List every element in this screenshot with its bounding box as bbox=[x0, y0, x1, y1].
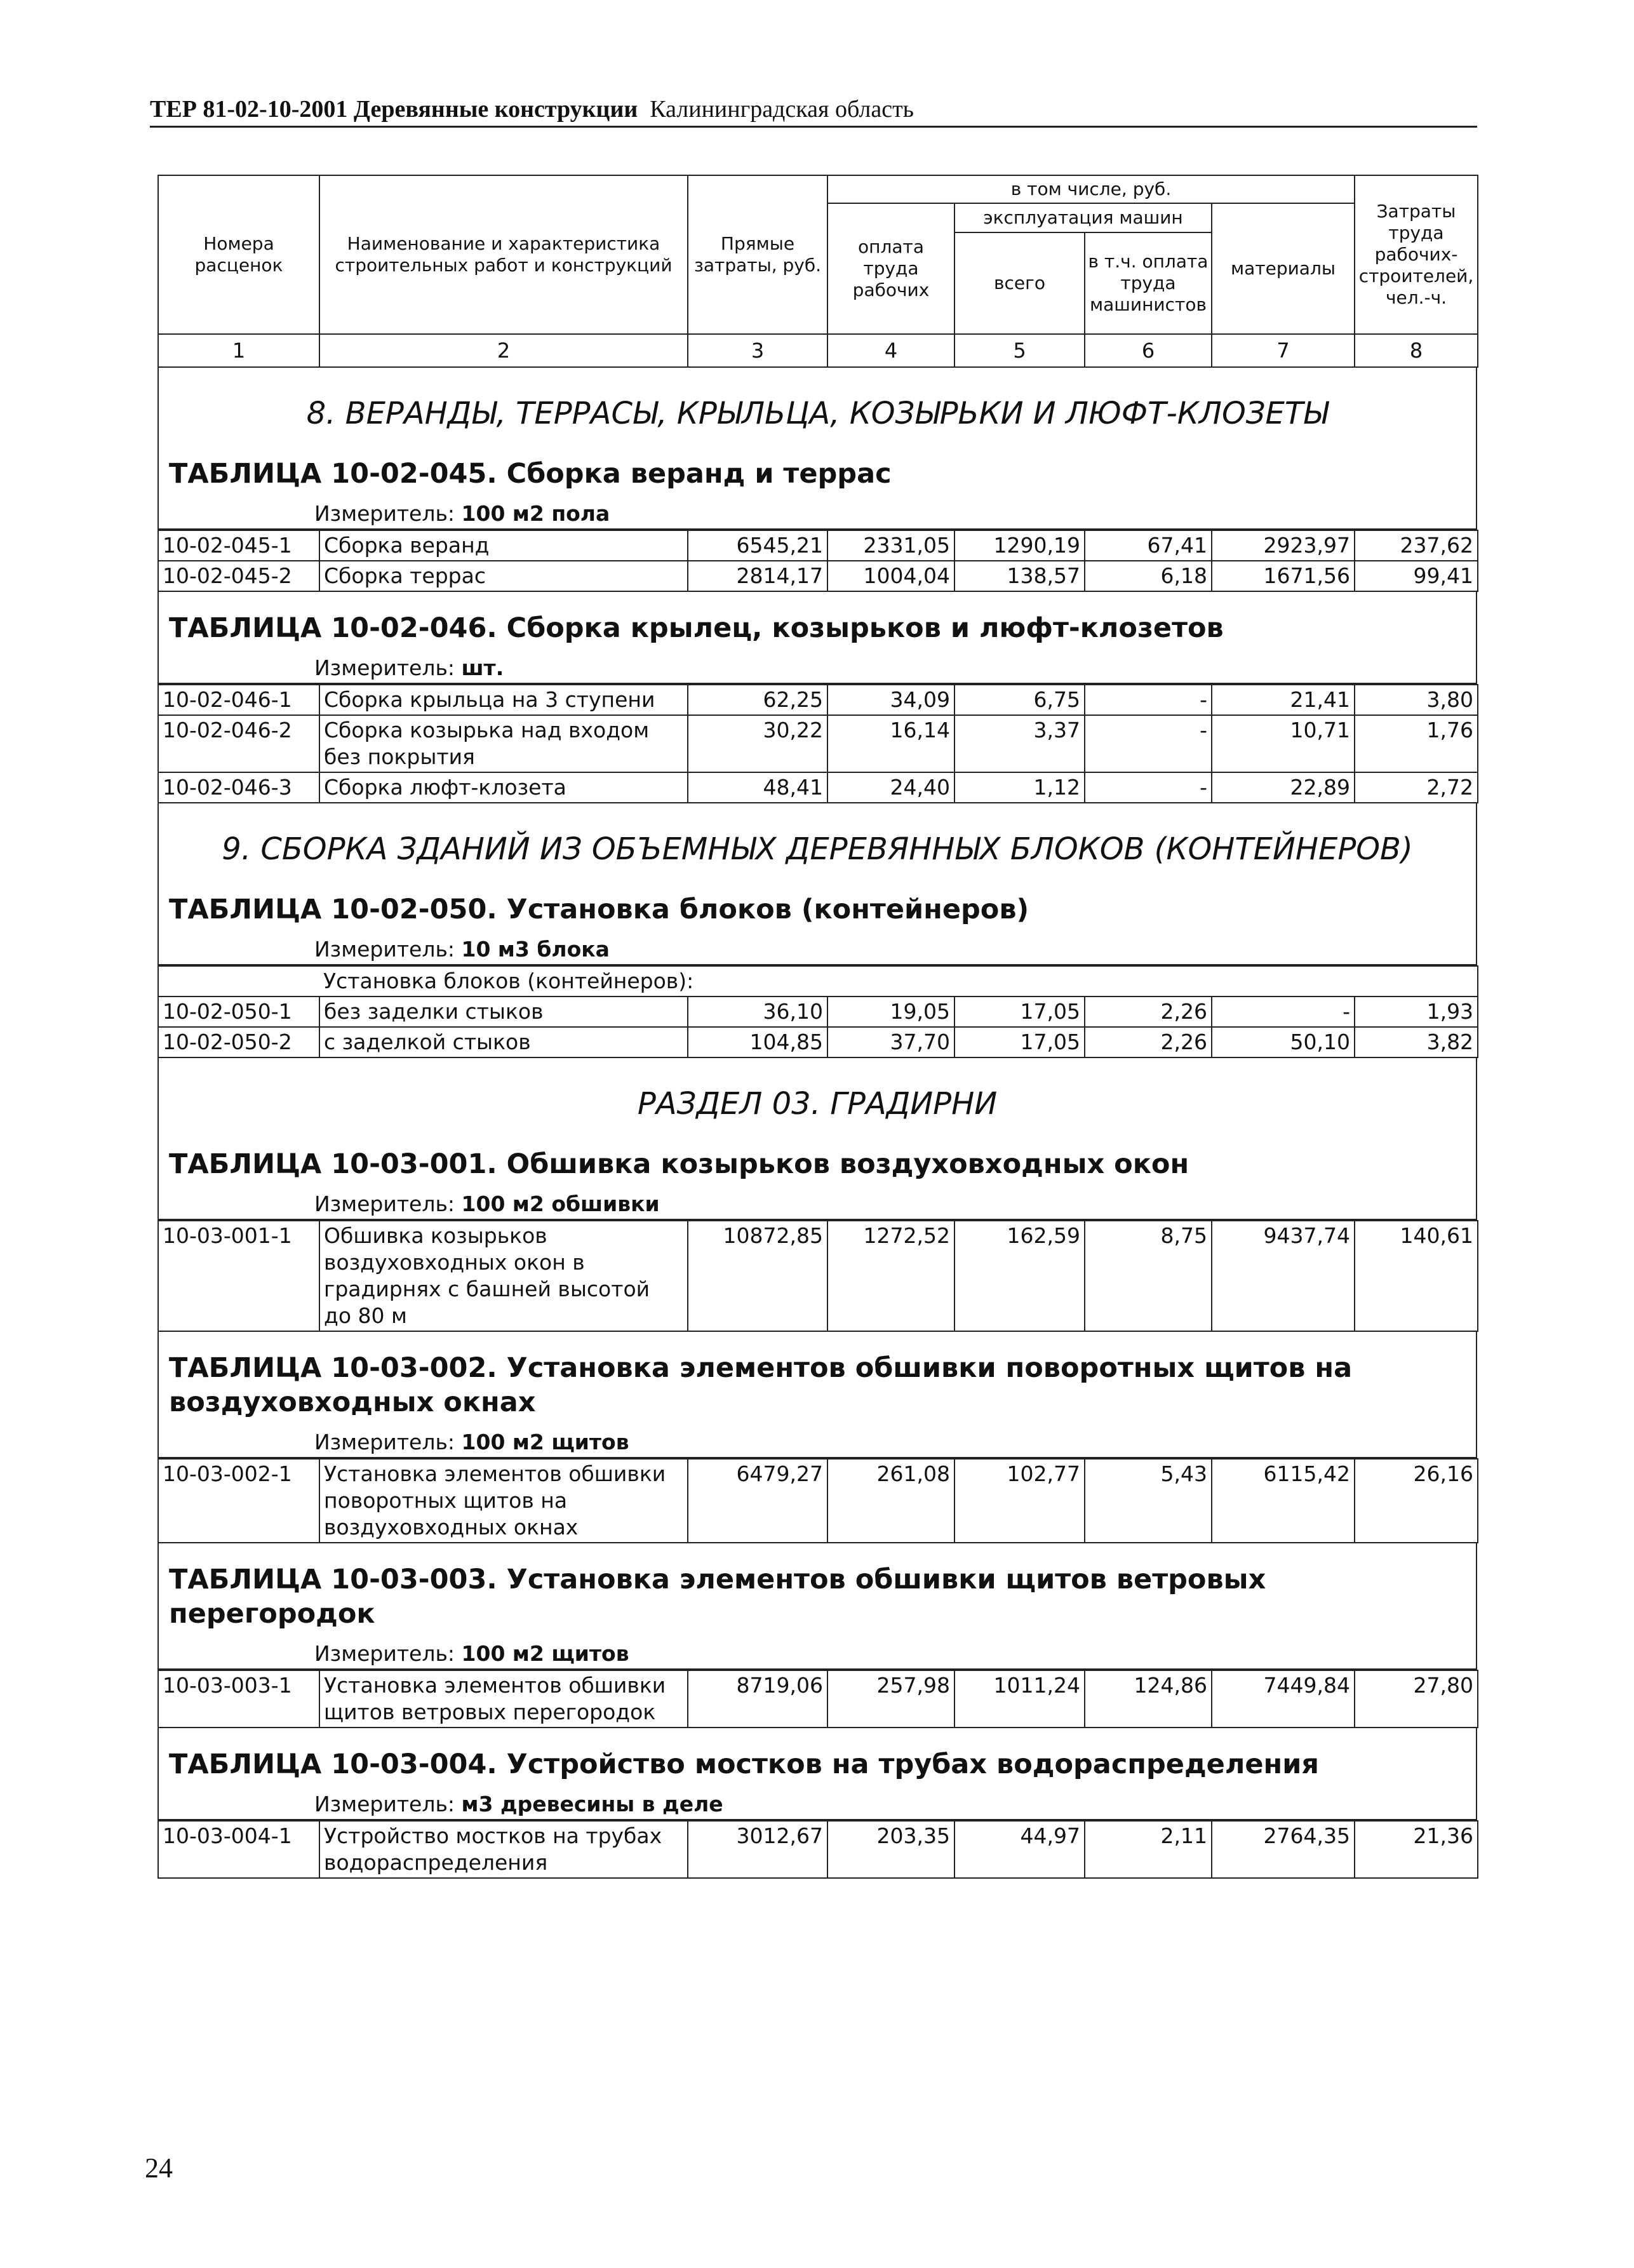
col-operators: в т.ч. оплата труда машинистов bbox=[1085, 232, 1212, 334]
table-10-03-003 bbox=[157, 1670, 1478, 1728]
materials: 2764,35 bbox=[1212, 1821, 1355, 1878]
table-row bbox=[158, 1670, 1478, 1728]
measure: Измеритель: 100 м2 обшивки bbox=[314, 1191, 660, 1216]
machines-total: 17,05 bbox=[954, 1027, 1085, 1057]
work-name: Обшивка козырьков воздуховходных окон в градирнях с башней высотой до 80 м bbox=[319, 1221, 688, 1331]
section-title: РАЗДЕЛ 03. ГРАДИРНИ bbox=[637, 1086, 998, 1122]
col-labor: Затраты труда рабочих-строителей, чел.-ч. bbox=[1355, 175, 1478, 334]
rate-code: 10-03-004-1 bbox=[158, 1821, 319, 1878]
table-title: ТАБЛИЦА 10-03-003. Установка элементов обшивки щитов ветровых перегородок bbox=[169, 1564, 1266, 1630]
operators-wages: 124,86 bbox=[1085, 1670, 1212, 1728]
machines-total: 1,12 bbox=[954, 772, 1085, 803]
labor-hours: 21,36 bbox=[1355, 1821, 1478, 1878]
labor-hours: 99,41 bbox=[1355, 561, 1478, 591]
materials: 21,41 bbox=[1212, 685, 1355, 715]
table-title: ТАБЛИЦА 10-03-004. Устройство мостков на трубах водораспределения bbox=[169, 1748, 1319, 1780]
col-direct: Прямые затраты, руб. bbox=[688, 175, 827, 334]
work-name: Установка элементов обшивки щитов ветровых перегородок bbox=[319, 1670, 688, 1728]
machines-total: 3,37 bbox=[954, 715, 1085, 772]
wages: 34,09 bbox=[827, 685, 954, 715]
rate-code: 10-03-002-1 bbox=[158, 1459, 319, 1543]
direct-cost: 2814,17 bbox=[688, 561, 827, 591]
measure: Измеритель: 100 м2 щитов bbox=[314, 1430, 629, 1454]
operators-wages: 5,43 bbox=[1085, 1459, 1212, 1543]
group-label: Установка блоков (контейнеров): bbox=[319, 966, 1478, 996]
wages: 24,40 bbox=[827, 772, 954, 803]
materials: 22,89 bbox=[1212, 772, 1355, 803]
colnum-8: 8 bbox=[1355, 334, 1478, 367]
operators-wages: - bbox=[1085, 715, 1212, 772]
machines-total: 44,97 bbox=[954, 1821, 1085, 1878]
direct-cost: 104,85 bbox=[688, 1027, 827, 1057]
work-name: Установка элементов обшивки поворотных щитов на воздуховходных окнах bbox=[319, 1459, 688, 1543]
labor-hours: 26,16 bbox=[1355, 1459, 1478, 1543]
wages: 1004,04 bbox=[827, 561, 954, 591]
table-row bbox=[158, 530, 1478, 561]
materials: 6115,42 bbox=[1212, 1459, 1355, 1543]
rate-code: 10-02-046-1 bbox=[158, 685, 319, 715]
table-row bbox=[158, 772, 1478, 803]
wages: 1272,52 bbox=[827, 1221, 954, 1331]
labor-hours: 2,72 bbox=[1355, 772, 1478, 803]
work-name: Устройство мостков на трубах водораспределения bbox=[319, 1821, 688, 1878]
direct-cost: 62,25 bbox=[688, 685, 827, 715]
materials: 10,71 bbox=[1212, 715, 1355, 772]
section-title: 8. ВЕРАНДЫ, ТЕРРАСЫ, КРЫЛЬЦА, КОЗЫРЬКИ И ЛЮФТ-КЛОЗЕТЫ bbox=[306, 396, 1329, 431]
wages: 2331,05 bbox=[827, 530, 954, 561]
table-title: ТАБЛИЦА 10-02-045. Сборка веранд и террас bbox=[169, 458, 892, 490]
work-name: Сборка люфт-клозета bbox=[319, 772, 688, 803]
work-name: Сборка крыльца на 3 ступени bbox=[319, 685, 688, 715]
labor-hours: 3,82 bbox=[1355, 1027, 1478, 1057]
table-row bbox=[158, 1821, 1478, 1878]
table-row bbox=[158, 561, 1478, 591]
rate-code: 10-03-001-1 bbox=[158, 1221, 319, 1331]
labor-hours: 1,76 bbox=[1355, 715, 1478, 772]
col-incl: в том числе, руб. bbox=[827, 175, 1355, 203]
colnum-3: 3 bbox=[688, 334, 827, 367]
table-10-03-002-head bbox=[157, 1332, 1477, 1458]
work-name: Сборка веранд bbox=[319, 530, 688, 561]
table-row bbox=[158, 996, 1478, 1027]
measure: Измеритель: 100 м2 щитов bbox=[314, 1641, 629, 1666]
colnum-1: 1 bbox=[158, 334, 319, 367]
table-10-02-046-head bbox=[157, 592, 1477, 684]
work-name: с заделкой стыков bbox=[319, 1027, 688, 1057]
table-row bbox=[158, 1027, 1478, 1057]
direct-cost: 3012,67 bbox=[688, 1821, 827, 1878]
table-10-02-050 bbox=[157, 965, 1478, 1058]
table-10-03-002 bbox=[157, 1458, 1478, 1543]
materials: 1671,56 bbox=[1212, 561, 1355, 591]
table-title: ТАБЛИЦА 10-02-050. Установка блоков (контейнеров) bbox=[169, 894, 1029, 925]
wages: 203,35 bbox=[827, 1821, 954, 1878]
table-row bbox=[158, 685, 1478, 715]
group-row bbox=[158, 966, 1478, 996]
colnum-2: 2 bbox=[319, 334, 688, 367]
operators-wages: 67,41 bbox=[1085, 530, 1212, 561]
materials: 50,10 bbox=[1212, 1027, 1355, 1057]
wages: 37,70 bbox=[827, 1027, 954, 1057]
col-wages: оплата труда рабочих bbox=[827, 203, 954, 334]
machines-total: 6,75 bbox=[954, 685, 1085, 715]
labor-hours: 140,61 bbox=[1355, 1221, 1478, 1331]
wages: 19,05 bbox=[827, 996, 954, 1027]
rate-code: 10-03-003-1 bbox=[158, 1670, 319, 1728]
labor-hours: 3,80 bbox=[1355, 685, 1478, 715]
measure: Измеритель: шт. bbox=[314, 655, 504, 680]
labor-hours: 27,80 bbox=[1355, 1670, 1478, 1728]
table-title: ТАБЛИЦА 10-03-001. Обшивка козырьков воздуховходных окон bbox=[169, 1148, 1189, 1180]
page-number: 24 bbox=[145, 2152, 173, 2184]
table-10-02-046 bbox=[157, 684, 1478, 803]
rate-code: 10-02-050-2 bbox=[158, 1027, 319, 1057]
table-row bbox=[158, 715, 1478, 772]
col-materials: материалы bbox=[1212, 203, 1355, 334]
col-name: Наименование и характеристика строительных работ и конструкций bbox=[319, 175, 688, 334]
col-codes: Номера расценок bbox=[158, 175, 319, 334]
rate-code: 10-02-046-3 bbox=[158, 772, 319, 803]
labor-hours: 237,62 bbox=[1355, 530, 1478, 561]
section-9 bbox=[157, 803, 1477, 965]
colnum-5: 5 bbox=[954, 334, 1085, 367]
colnum-6: 6 bbox=[1085, 334, 1212, 367]
wages: 16,14 bbox=[827, 715, 954, 772]
work-name: Сборка террас bbox=[319, 561, 688, 591]
operators-wages: 2,26 bbox=[1085, 1027, 1212, 1057]
page-body bbox=[157, 175, 1477, 1879]
machines-total: 138,57 bbox=[954, 561, 1085, 591]
direct-cost: 8719,06 bbox=[688, 1670, 827, 1728]
wages: 261,08 bbox=[827, 1459, 954, 1543]
page-header bbox=[150, 95, 1477, 128]
rate-code: 10-02-045-2 bbox=[158, 561, 319, 591]
materials: 9437,74 bbox=[1212, 1221, 1355, 1331]
direct-cost: 30,22 bbox=[688, 715, 827, 772]
table-10-03-001 bbox=[157, 1220, 1478, 1332]
machines-total: 17,05 bbox=[954, 996, 1085, 1027]
work-name: Сборка козырька над входом без покрытия bbox=[319, 715, 688, 772]
materials: 7449,84 bbox=[1212, 1670, 1355, 1728]
operators-wages: 2,26 bbox=[1085, 996, 1212, 1027]
operators-wages: 2,11 bbox=[1085, 1821, 1212, 1878]
rate-code: 10-02-045-1 bbox=[158, 530, 319, 561]
colnum-7: 7 bbox=[1212, 334, 1355, 367]
operators-wages: 6,18 bbox=[1085, 561, 1212, 591]
table-10-03-004 bbox=[157, 1820, 1478, 1879]
colnum-4: 4 bbox=[827, 334, 954, 367]
section-8 bbox=[157, 368, 1477, 530]
section-title: 9. СБОРКА ЗДАНИЙ ИЗ ОБЪЕМНЫХ ДЕРЕВЯННЫХ БЛОКОВ (КОНТЕЙНЕРОВ) bbox=[222, 831, 1413, 867]
operators-wages: - bbox=[1085, 772, 1212, 803]
rate-code: 10-02-050-1 bbox=[158, 996, 319, 1027]
machines-total: 162,59 bbox=[954, 1221, 1085, 1331]
operators-wages: - bbox=[1085, 685, 1212, 715]
table-10-02-045 bbox=[157, 530, 1478, 592]
materials: - bbox=[1212, 996, 1355, 1027]
direct-cost: 36,10 bbox=[688, 996, 827, 1027]
direct-cost: 10872,85 bbox=[688, 1221, 827, 1331]
table-row bbox=[158, 1459, 1478, 1543]
wages: 257,98 bbox=[827, 1670, 954, 1728]
section-03 bbox=[157, 1058, 1477, 1220]
machines-total: 1011,24 bbox=[954, 1670, 1085, 1728]
col-machines: эксплуатация машин bbox=[954, 203, 1212, 232]
col-total: всего bbox=[954, 232, 1085, 334]
direct-cost: 6479,27 bbox=[688, 1459, 827, 1543]
table-title: ТАБЛИЦА 10-03-002. Установка элементов обшивки поворотных щитов на воздуховходных окнах bbox=[169, 1352, 1353, 1418]
measure: Измеритель: м3 древесины в деле bbox=[314, 1792, 723, 1816]
table-row bbox=[158, 1221, 1478, 1331]
direct-cost: 6545,21 bbox=[688, 530, 827, 561]
rate-code: 10-02-046-2 bbox=[158, 715, 319, 772]
machines-total: 102,77 bbox=[954, 1459, 1085, 1543]
measure: Измеритель: 10 м3 блока bbox=[314, 937, 610, 962]
labor-hours: 1,93 bbox=[1355, 996, 1478, 1027]
column-header-table bbox=[157, 175, 1478, 368]
table-10-03-003-head bbox=[157, 1543, 1477, 1670]
direct-cost: 48,41 bbox=[688, 772, 827, 803]
table-title: ТАБЛИЦА 10-02-046. Сборка крылец, козырьков и люфт-клозетов bbox=[169, 612, 1224, 644]
materials: 2923,97 bbox=[1212, 530, 1355, 561]
machines-total: 1290,19 bbox=[954, 530, 1085, 561]
work-name: без заделки стыков bbox=[319, 996, 688, 1027]
measure: Измеритель: 100 м2 пола bbox=[314, 501, 610, 526]
region: Калининградская область bbox=[650, 96, 914, 123]
table-10-03-004-head bbox=[157, 1728, 1477, 1820]
doc-code: ТЕР 81-02-10-2001 Деревянные конструкции bbox=[150, 96, 638, 123]
operators-wages: 8,75 bbox=[1085, 1221, 1212, 1331]
